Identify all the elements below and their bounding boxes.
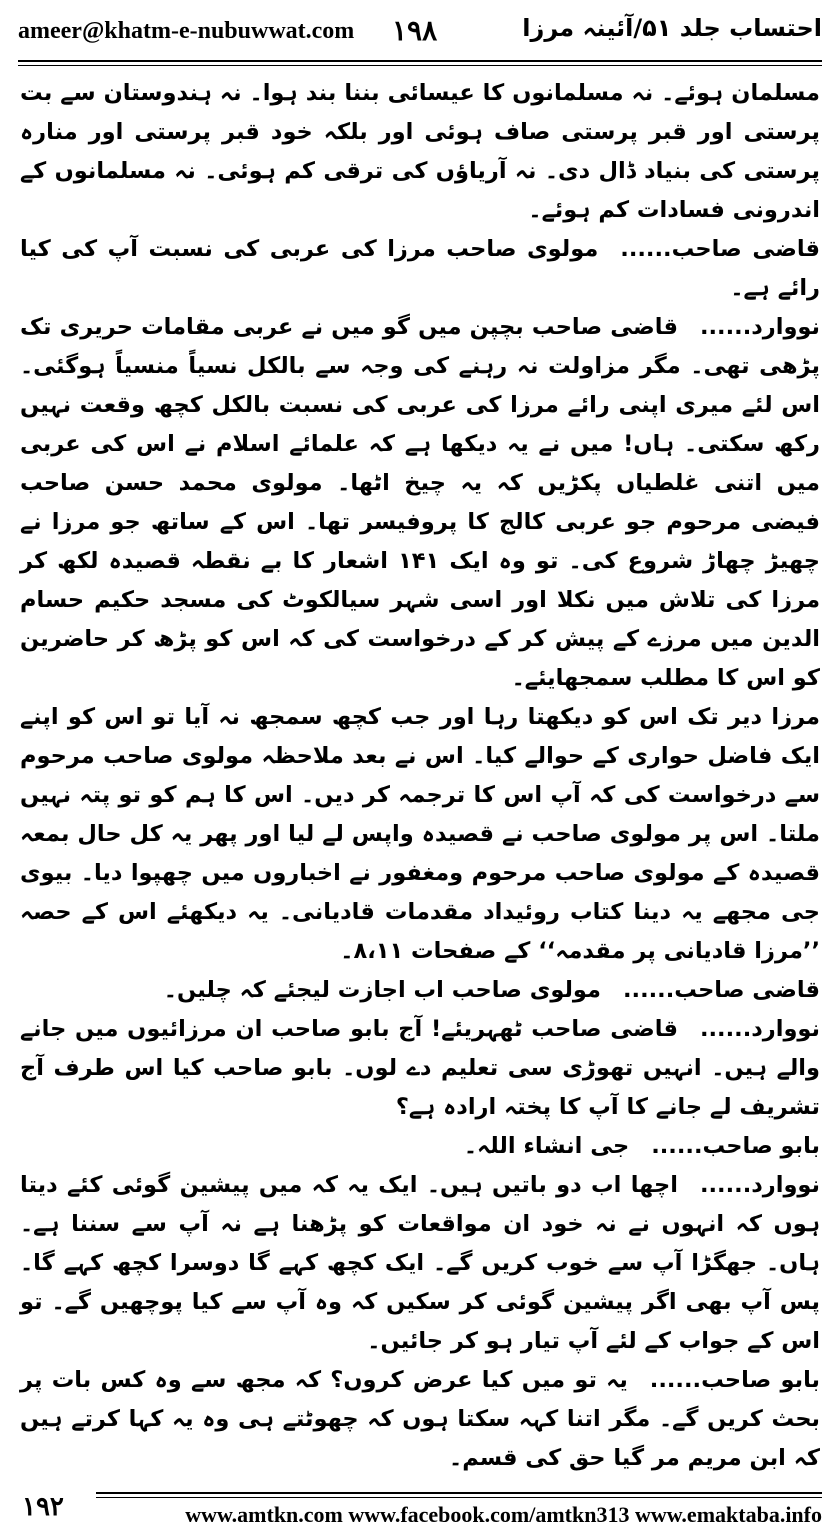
paragraph-text: مولوی صاحب مرزا کی عربی کی نسبت آپ کی کیا رائے ہے۔	[20, 236, 820, 301]
footer-urls[interactable]: www.amtkn.com www.facebook.com/amtkn313 www.emaktaba.info	[185, 1502, 822, 1527]
paragraph-text: مولوی صاحب اب اجازت لیجئے کہ چلیں۔	[163, 977, 601, 1003]
speaker-label: نووارد......	[699, 1172, 820, 1198]
paragraph	[20, 698, 820, 971]
paragraph	[20, 1166, 820, 1361]
footer-page-number: ۱۹۲	[22, 1492, 64, 1522]
paragraph	[20, 230, 820, 308]
paragraph-text: مرزا دیر تک اس کو دیکھتا رہا اور جب کچھ سمجھ نہ آیا تو اس کو اپنے ایک فاضل حواری کے حوالے کیا۔ اس نے بعد ملاحظہ مولوی صاحب مرحوم سے درخواست کی کہ آپ اس کا ترجمہ کر دیں۔ اس کا ہم کو تو پتہ نہیں ملتا۔ اس پر مولوی صاحب نے قصیدہ واپس لے لیا اور پھر یہ کل حال بمعہ قصیدہ کے مولوی صاحب مرحوم ومغفور نے اخباروں میں چھپوا دیا۔ بیوی جی مجھے یہ دینا کتاب روئیداد مقدمات قادیانی۔ یہ دیکھئے اس کے حصہ ’’مرزا قادیانی پر مقدمہ‘‘ کے صفحات ۸،۱۱۔	[20, 704, 820, 964]
speaker-label: نووارد......	[699, 314, 820, 340]
paragraph-text: مسلمان ہوئے۔ نہ مسلمانوں کا عیسائی بننا بند ہوا۔ نہ ہندوستان سے بت پرستی اور قبر پرستی صاف ہوئی اور بلکہ خود قبر پرستی اور منارہ پرستی کی بنیاد ڈال دی۔ نہ آریاؤں کی ترقی کم ہوئی۔ نہ مسلمانوں کے اندرونی فسادات کم ہوئے۔	[20, 80, 820, 223]
paragraph	[20, 971, 820, 1010]
speaker-label: قاضی صاحب......	[622, 977, 820, 1003]
paragraph	[20, 308, 820, 698]
header-book-title: احتساب جلد ۵۱/آئینہ مرزا	[522, 14, 822, 42]
paragraph-text: اچھا اب دو باتیں ہیں۔ ایک یہ کہ میں پیشین گوئی کئے دیتا ہوں کہ انہوں نے نہ خود ان مواقعات کو پڑھنا ہے نہ آپ سے سننا ہے۔ ہاں۔ جھگڑا آپ سے خوب کریں گے۔ ایک کچھ کہے گا دوسرا کچھ کہے گا۔ پس آپ بھی اگر پیشین گوئی کر سکیں کہ وہ آپ سے کیا پوچھیں گے۔ تو اس کے جواب کے لئے آپ تیار ہو کر جائیں۔	[20, 1172, 820, 1354]
header-rule-thin	[18, 65, 822, 66]
header-email[interactable]: ameer@khatm-e-nubuwwat.com	[18, 18, 355, 44]
paragraph-text: جی انشاء اللہ۔	[463, 1133, 630, 1159]
page-header	[18, 8, 822, 58]
paragraph-text: قاضی صاحب بچپن میں گو میں نے عربی مقامات حریری تک پڑھی تھی۔ مگر مزاولت نہ رہنے کی وجہ سے بالکل نسیاً منسیاً ہوگئی۔ اس لئے میری اپنی رائے مرزا کی عربی کی نسبت بالکل کچھ وقعت نہیں رکھ سکتی۔ ہاں! میں نے یہ دیکھا ہے کہ علمائے اسلام نے اس کی عربی میں اتنی غلطیاں پکڑیں کہ یہ چیخ اٹھا۔ مولوی محمد حسن صاحب فیضی مرحوم جو عربی کالج کا پروفیسر تھا۔ اس کے ساتھ جو مرزا نے چھیڑ چھاڑ شروع کی۔ تو وہ ایک ۱۴۱ اشعار کا بے نقطہ قصیدہ لکھ کر مرزا کی تلاش میں نکلا اور اسی شہر سیالکوٹ کی مسجد حکیم حسام الدین میں مرزے کے پیش کر کے درخواست کی کہ اس کو پڑھ کر حاضرین کو اس کا مطلب سمجھایئے۔	[20, 314, 820, 691]
footer-rule-thick	[96, 1492, 822, 1494]
header-page-number: ۱۹۸	[392, 14, 438, 47]
paragraph-text: یہ تو میں کیا عرض کروں؟ کہ مجھ سے وہ کس بات پر بحث کریں گے۔ مگر اتنا کہہ سکتا ہوں کہ چھوٹتے ہی وہ یہ کہا کرتے ہیں کہ ابن مریم مر گیا حق کی قسم۔	[20, 1367, 820, 1471]
speaker-label: نووارد......	[699, 1016, 820, 1042]
paragraph	[20, 74, 820, 230]
paragraph	[20, 1361, 820, 1478]
speaker-label: بابو صاحب......	[649, 1367, 820, 1393]
page-footer	[18, 1488, 822, 1532]
speaker-label: بابو صاحب......	[651, 1133, 820, 1159]
footer-rule-thin	[96, 1497, 822, 1498]
paragraph	[20, 1127, 820, 1166]
header-rule-thick	[18, 60, 822, 62]
paragraph-text: قاضی صاحب ٹھہریئے! آج بابو صاحب ان مرزائیوں میں جانے والے ہیں۔ انہیں تھوڑی سی تعلیم دے لوں۔ بابو صاحب کیا اس طرف آج تشریف لے جانے کا آپ کا پختہ ارادہ ہے؟	[20, 1016, 820, 1120]
speaker-label: قاضی صاحب......	[620, 236, 821, 262]
page-body	[20, 74, 820, 1478]
paragraph	[20, 1010, 820, 1127]
